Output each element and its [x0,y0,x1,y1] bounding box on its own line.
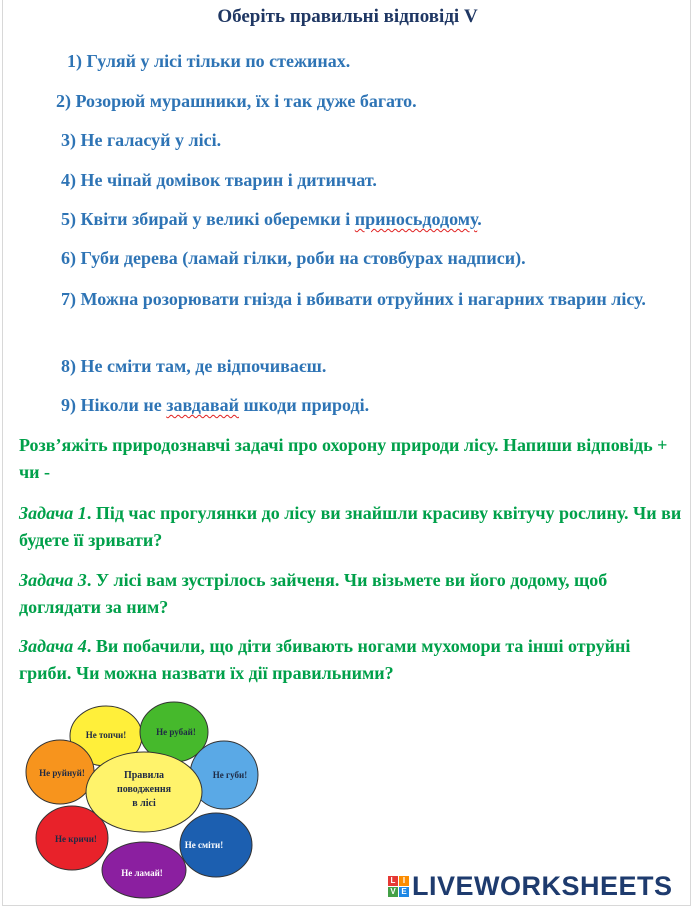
task-4-label: Задача 4 [19,636,87,656]
rule-9-end: шкоди природі. [238,395,370,415]
rule-2[interactable]: 2) Розорюй мурашники, їх і так дуже багато. [56,91,417,111]
task-1 [19,500,684,554]
instruction: Розв’яжіть природознавчі задачі про охорону природи лісу. Напиши відповідь + чи - [19,435,668,482]
rule-5-end: . [477,209,482,229]
logo-icon [388,876,409,897]
flower-petal-label-2: Не рубай! [156,727,196,737]
rule-3[interactable]: 3) Не галасуй у лісі. [61,130,222,150]
flower-petal-label-3: Не губи! [212,770,248,780]
rule-5-misspelled: приносьдодому [354,209,478,229]
rule-8[interactable]: 8) Не сміти там, де відпочиваєш. [61,356,327,376]
task-1-text: . Під час прогулянки до лісу ви знайшли красиву квітучу рослину. Чи ви будете її зривати? [19,503,682,550]
rule-9-misspelled: завдавай [166,395,239,415]
flower-petal-label-4: Не сміти! [184,840,224,850]
task-3-label: Задача 3 [19,570,87,590]
rule-5-text: 5) Квіти збирай у великі оберемки і [61,209,355,229]
task-1-label: Задача 1 [19,503,87,523]
rule-5[interactable] [61,209,482,230]
logo-letter-v: V [388,887,398,897]
flower-petal-label-1: Не топчи! [85,730,127,740]
task-3 [19,567,684,621]
rule-9[interactable] [61,395,369,416]
logo-text: LIVEWORKSHEETS [412,870,673,901]
flower-petal-label-6: Не кричи! [55,834,97,844]
rule-6[interactable]: 6) Губи дерева (ламай гілки, роби на стовбурах надписи). [61,248,526,268]
task-4 [19,633,684,687]
rule-7[interactable]: 7) Можна розорювати гнізда і вбивати отруйних і нагарних тварин лісу. [61,289,646,309]
logo-letter-i: I [399,876,409,886]
rule-4[interactable]: 4) Не чіпай домівок тварин і дитинчат. [61,170,377,190]
rule-9-text: 9) Ніколи не [61,395,167,415]
flower-petal-label-5: Не ламай! [121,868,163,878]
liveworksheets-logo[interactable] [388,870,673,902]
flower-petal-label-7: Не руйнуй! [39,768,85,778]
flower-center-line-3: в лісі [132,798,156,809]
logo-letter-e: E [399,887,409,897]
rule-1[interactable]: 1) Гуляй у лісі тільки по стежинах. [67,51,351,71]
task-3-text: . У лісі вам зустрілось зайченя. Чи візьмете ви його додому, щоб доглядати за ним? [19,570,608,617]
logo-letter-l: L [388,876,398,886]
flower-center-line-2: поводження [116,784,172,795]
flower-center-line-1: Правила [123,770,165,781]
rules-flower [24,700,264,900]
task-4-text: . Ви побачили, що діти збивають ногами мухомори та інші отруйні гриби. Чи можна назвати їх дії правильними? [19,636,631,683]
page-title: Оберіть правильні відповіді V [217,6,478,27]
